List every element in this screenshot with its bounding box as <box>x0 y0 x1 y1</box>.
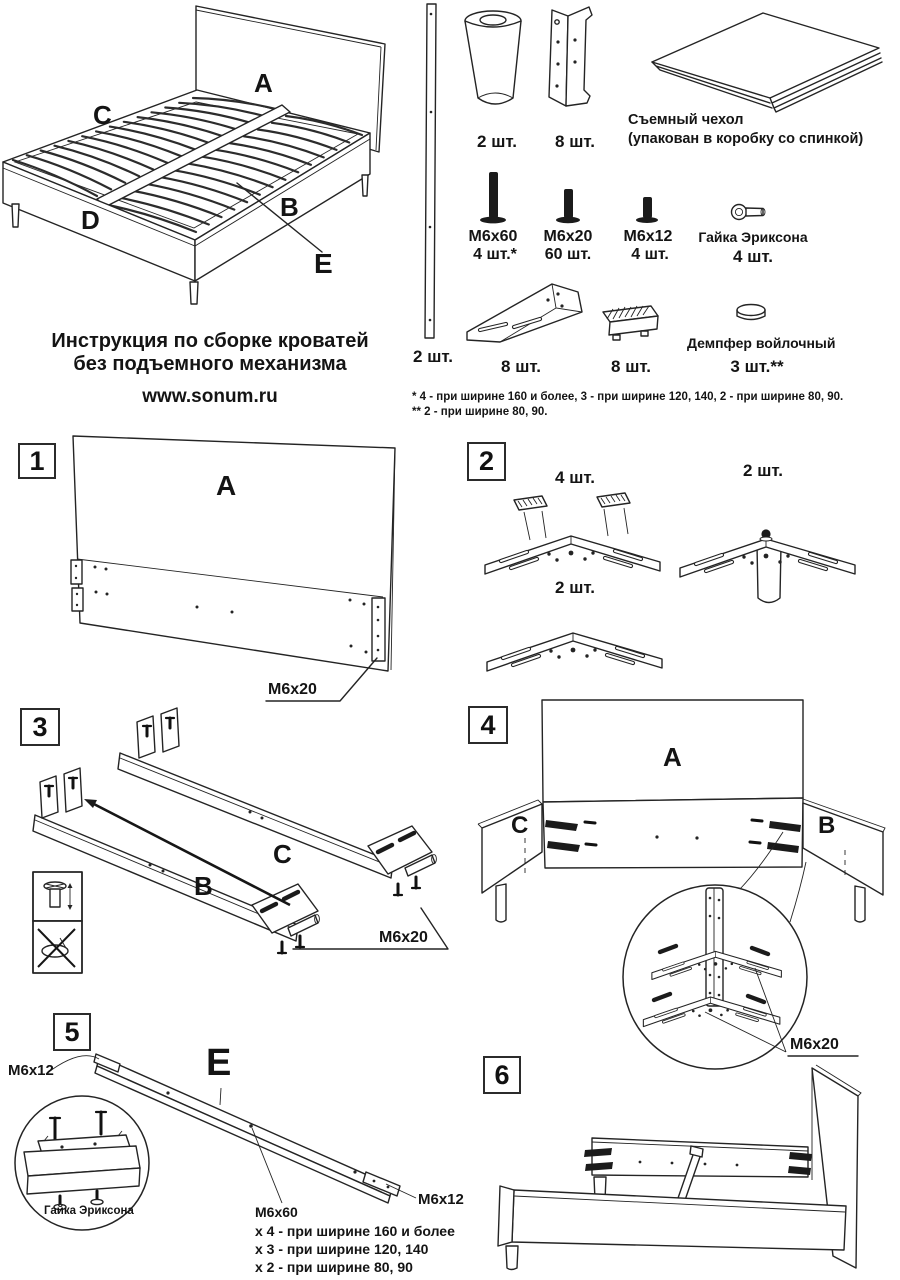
bed-label-e: E <box>314 248 333 279</box>
step3-bolt-label: M6x20 <box>379 929 428 946</box>
step5-nut-label: Гайка Эриксона <box>44 1205 134 1217</box>
step2-qty-pads: 4 шт. <box>555 468 595 487</box>
step5-note-1: x 4 - при ширине 160 и более <box>255 1223 455 1239</box>
leg-qty: 2 шт. <box>477 132 517 151</box>
bed-overview-drawing <box>0 0 410 315</box>
step2-plain-plate <box>487 633 662 671</box>
step4-rail-b-label: B <box>818 812 836 839</box>
step4-rail-b <box>803 799 885 922</box>
step3-drawing <box>0 705 460 1005</box>
step2-drawing <box>460 430 900 675</box>
cover-name: Съемный чехол <box>628 112 744 128</box>
step1-panel-label: A <box>216 470 237 501</box>
bolt-m6x12-name: M6x12 <box>623 228 673 245</box>
leg-icon <box>465 11 521 104</box>
bolt-m6x60-icon <box>480 172 506 223</box>
bolt-m6x20-icon <box>556 189 580 223</box>
erikson-nut-name: Гайка Эриксона <box>698 229 808 245</box>
step5-m6x12-left-leader <box>46 1056 99 1074</box>
step6-footboard <box>498 1186 846 1270</box>
bolt-m6x12-qty: 4 шт. <box>631 246 669 263</box>
step4-zoom-post <box>706 888 723 1006</box>
bolt-m6x60-qty: 4 шт.* <box>473 246 517 263</box>
title-line1: Инструкция по сборке кроватей <box>51 330 369 352</box>
step3-rail-c <box>118 708 393 878</box>
step1-number: 1 <box>18 443 56 479</box>
slat-holder-icon <box>603 306 658 340</box>
step3-rail-b-label: B <box>194 871 213 901</box>
step5-m6x12-left-label: M6x12 <box>8 1062 54 1079</box>
bolt-m6x12-icon <box>636 197 658 223</box>
step4-headboard <box>542 700 803 868</box>
step5-note-3: x 2 - при ширине 80, 90 <box>255 1259 413 1275</box>
step6-drawing <box>460 1050 900 1280</box>
cover-note: (упакован в коробку со спинкой) <box>628 131 864 147</box>
angle-bracket-qty: 8 шт. <box>555 132 595 151</box>
corner-plate-qty: 8 шт. <box>501 357 541 376</box>
parts-panel-drawing <box>410 0 900 385</box>
step5-note-2: x 3 - при ширине 120, 140 <box>255 1241 429 1257</box>
step3-rail-b-end <box>252 884 319 953</box>
step5-beam-label-leader <box>220 1088 221 1105</box>
step3-rail-c-end <box>368 826 436 895</box>
step5-number: 5 <box>53 1013 91 1051</box>
step6-number: 6 <box>483 1056 521 1094</box>
step4-panel-label: A <box>663 742 682 772</box>
title-line2: без подъемного механизма <box>73 353 347 375</box>
corner-plate-icon <box>467 284 582 342</box>
step2-plate-with-leg <box>680 529 855 602</box>
step2-plate-with-pads <box>485 493 660 574</box>
erikson-nut-icon <box>732 205 766 220</box>
angle-bracket-icon <box>549 7 592 106</box>
slat-holder-qty: 8 шт. <box>611 357 651 376</box>
step4-number: 4 <box>468 706 508 744</box>
step5-note-title: M6x60 <box>255 1204 298 1220</box>
bed-label-b: B <box>280 192 299 222</box>
bed-label-d: D <box>81 205 100 235</box>
felt-damper-icon <box>737 305 765 320</box>
step4-rail-c <box>478 800 542 922</box>
bolt-m6x20-name: M6x20 <box>543 228 593 245</box>
side-slat-icon <box>425 4 436 338</box>
footnote-1: * 4 - при ширине 160 и более, 3 - при ширине 120, 140, 2 - при ширине 80, 90. <box>412 391 844 403</box>
step4-rail-c-label: C <box>511 812 529 839</box>
felt-damper-name: Демпфер войлочный <box>687 335 836 351</box>
step5-beam-label: E <box>206 1042 232 1084</box>
website: www.sonum.ru <box>142 386 278 407</box>
bolt-m6x60-name: M6x60 <box>468 228 518 245</box>
step2-qty-leg-plates: 2 шт. <box>743 461 783 480</box>
step3-number: 3 <box>20 708 60 746</box>
erikson-nut-qty: 4 шт. <box>733 247 773 266</box>
step1-bolt-label: M6x20 <box>268 681 317 698</box>
step3-inset-box <box>33 872 82 973</box>
step2-qty-plain-plates: 2 шт. <box>555 578 595 597</box>
cover-icon <box>652 13 882 112</box>
step2-number: 2 <box>467 442 506 481</box>
step4-bolt-label: M6x20 <box>790 1036 839 1053</box>
step3-rail-c-label: C <box>273 839 292 869</box>
step5-m6x12-right-label: M6x12 <box>418 1191 464 1208</box>
bolt-m6x20-qty: 60 шт. <box>544 246 592 263</box>
footnote-2: ** 2 - при ширине 80, 90. <box>412 406 548 418</box>
side-slat-qty: 2 шт. <box>413 347 453 366</box>
bed-label-a: A <box>254 68 273 98</box>
bed-label-c: C <box>93 100 112 130</box>
felt-damper-qty: 3 шт.** <box>730 357 784 376</box>
